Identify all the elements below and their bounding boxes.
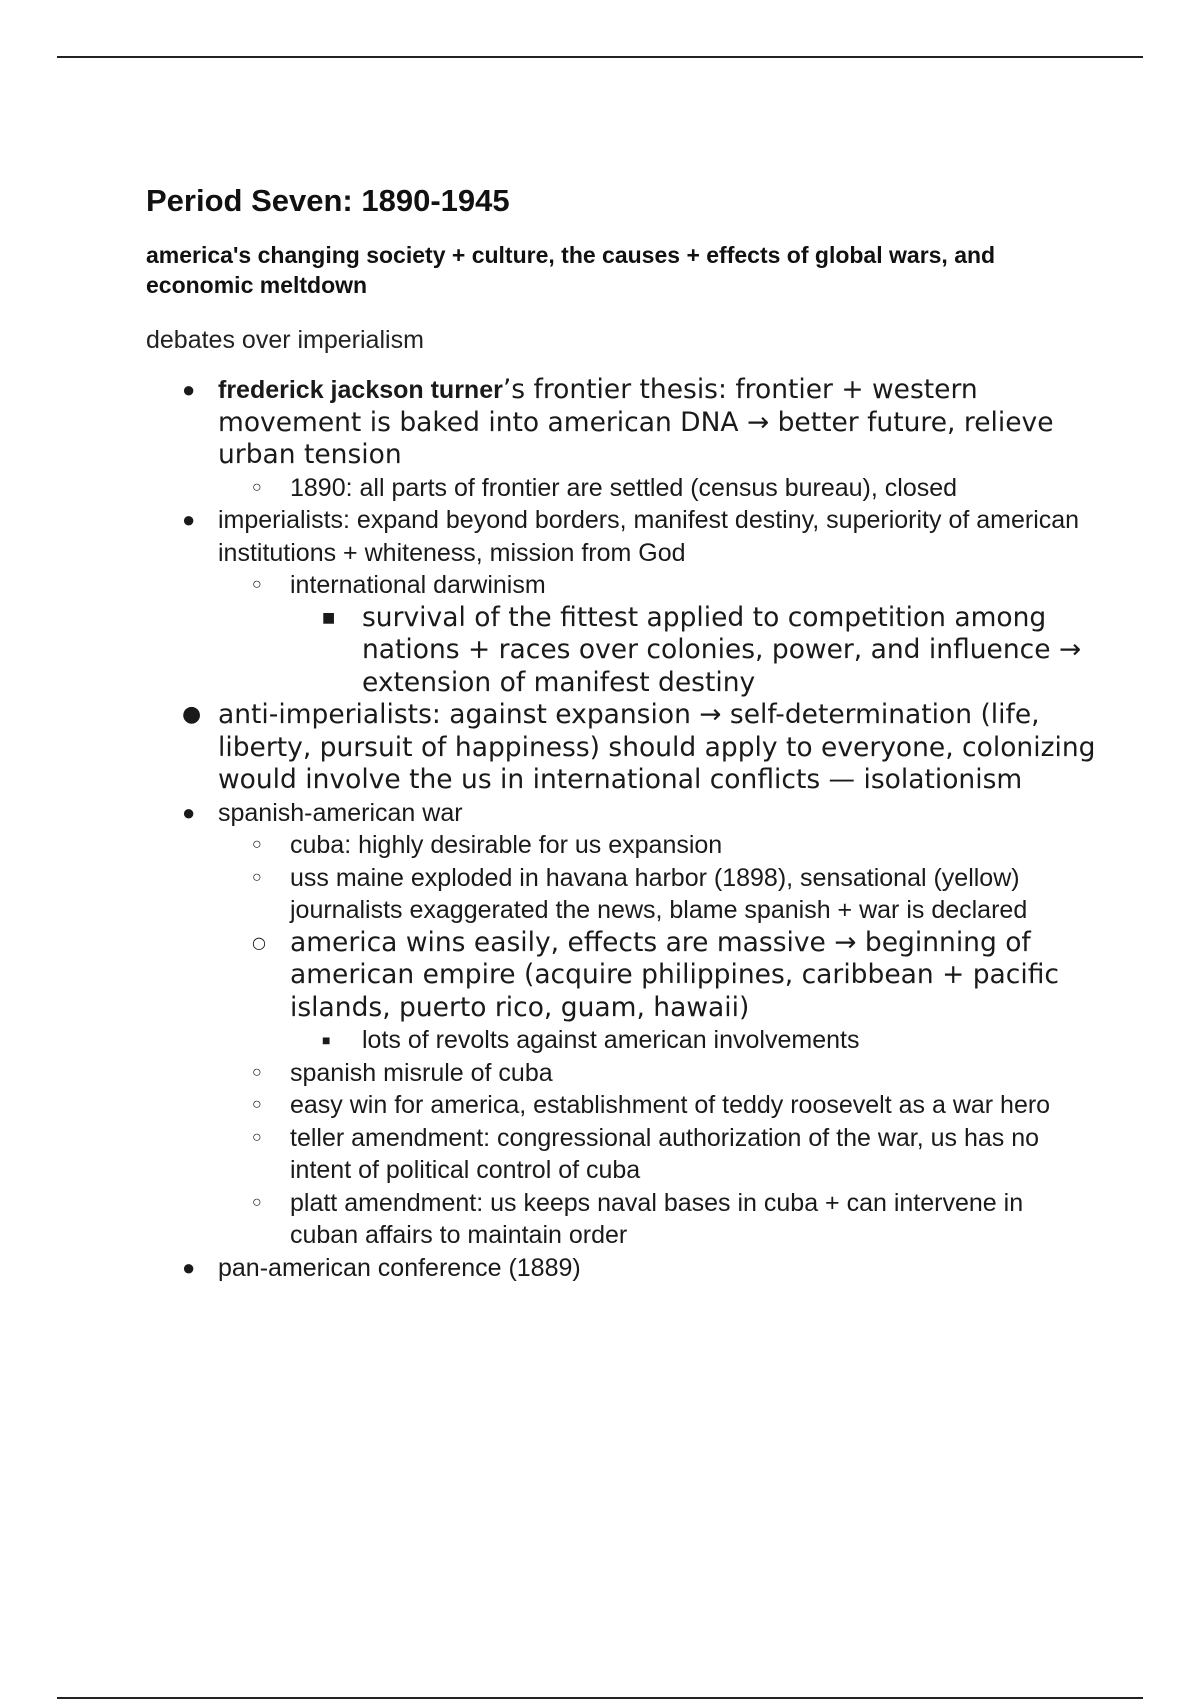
sub-list-item-text: 1890: all parts of frontier are settled (census bureau), closed: [290, 473, 958, 502]
sub-list-item: [218, 862, 1096, 927]
sub-list: [218, 472, 1096, 505]
notes-list: [146, 374, 1096, 1284]
sub-list-item-text: teller amendment: congressional authorization of the war, us has no intent of political control of cuba: [290, 1123, 1040, 1184]
disc-bullet-icon: ●: [182, 799, 196, 825]
sub-list-item-text: cuba: highly desirable for us expansion: [290, 831, 723, 859]
sub-sub-list-item-text: lots of revolts against american involvements: [362, 1026, 860, 1054]
list-item-text: imperialists: expand beyond borders, manifest destiny, superiority of american institutions + whiteness, mission from God: [218, 506, 1080, 567]
sub-list-item-text: spanish misrule of cuba: [290, 1058, 553, 1087]
sub-list-item: [218, 472, 1096, 505]
circle-bullet-icon: ○: [252, 576, 262, 593]
sub-list-item-text: platt amendment: us keeps naval bases in cuba + can intervene in cuban affairs to maintain order: [290, 1188, 1024, 1249]
circle-bullet-icon: ○: [252, 1128, 262, 1146]
sub-list-item: [218, 1122, 1096, 1187]
sub-list: [218, 829, 1096, 1252]
disc-bullet-icon: ●: [182, 507, 196, 532]
sub-list-item-text: easy win for america, establishment of teddy roosevelt as a war hero: [290, 1091, 1051, 1119]
sub-list-item: [218, 829, 1096, 862]
sub-sub-list: [290, 602, 1096, 700]
sub-list: [218, 569, 1096, 699]
square-bullet-icon: ■: [322, 1032, 331, 1048]
circle-bullet-icon: ○: [252, 478, 262, 496]
sub-list-item: [218, 569, 1096, 699]
circle-bullet-icon: ○: [252, 1193, 262, 1211]
page-title: Period Seven: 1890-1945: [146, 183, 510, 218]
disc-bullet-icon: ●: [182, 702, 202, 727]
disc-bullet-icon: ●: [182, 1254, 196, 1280]
sub-sub-list-item: [290, 602, 1096, 700]
list-item: [146, 504, 1096, 699]
sub-list-item: [218, 1057, 1096, 1090]
sub-list-item: [218, 927, 1096, 1057]
sub-list-item-text: america wins easily, effects are massive → beginning of american empire (acquire philippines, caribbean + pacific islands, puerto rico, guam, hawaii): [290, 926, 1059, 1023]
circle-bullet-icon: ○: [252, 868, 262, 886]
sub-list-item: [218, 1089, 1096, 1122]
list-item: [146, 1252, 1096, 1285]
bottom-rule: [57, 1697, 1143, 1699]
square-bullet-icon: ■: [322, 609, 336, 626]
list-item-text: anti-imperialists: against expansion → self-determination (life, liberty, pursuit of happiness) should apply to everyone, colonizing would involve the us in international conflicts — isolationism: [218, 699, 1096, 795]
circle-bullet-icon: ○: [252, 932, 266, 952]
list-item-text: spanish-american war: [218, 798, 463, 827]
circle-bullet-icon: ○: [252, 1096, 262, 1113]
sub-list-item-text: international darwinism: [290, 571, 546, 599]
sub-sub-list-item-text: survival of the fittest applied to competition among nations + races over colonies, power, and influence → extension of manifest destiny: [362, 601, 1082, 698]
sub-sub-list: [290, 1024, 1096, 1057]
document-body: [146, 180, 1096, 1284]
bold-term: frederick jackson turner: [218, 376, 503, 404]
sub-sub-list-item: [290, 1024, 1096, 1057]
list-item-text: [218, 374, 1096, 472]
sub-list-item: [218, 1187, 1096, 1252]
list-item-rest: ’s frontier thesis: frontier + western movement is baked into american DNA → better future, relieve urban tension: [218, 374, 1054, 470]
top-rule: [57, 56, 1143, 58]
circle-bullet-icon: ○: [252, 836, 262, 853]
list-item-text: pan-american conference (1889): [218, 1253, 581, 1282]
sub-list-item-text: uss maine exploded in havana harbor (1898), sensational (yellow) journalists exaggerated the news, blame spanish + war is declared: [290, 863, 1028, 924]
list-item: [146, 374, 1096, 504]
list-item: [146, 699, 1096, 797]
page-subtitle: america's changing society + culture, the causes + effects of global wars, and economic meltdown: [146, 242, 996, 298]
list-item: [146, 797, 1096, 1252]
circle-bullet-icon: ○: [252, 1063, 262, 1081]
disc-bullet-icon: ●: [182, 377, 196, 402]
section-heading: debates over imperialism: [146, 326, 424, 354]
